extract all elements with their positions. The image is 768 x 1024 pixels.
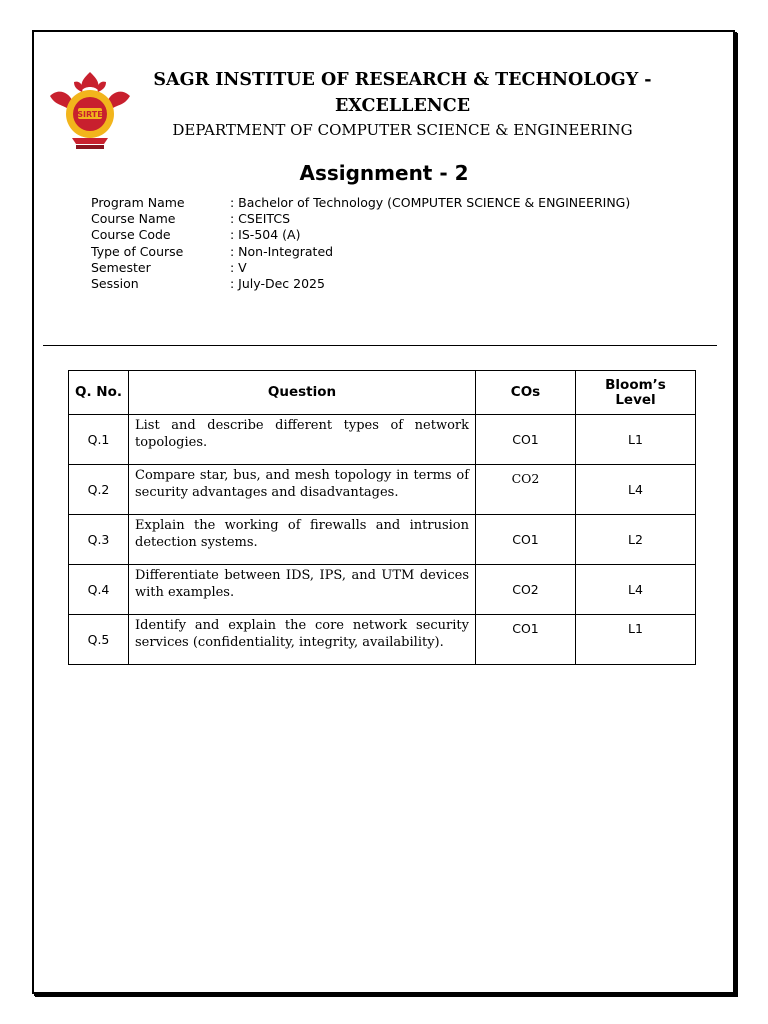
table-row [69,615,696,665]
course-outcome: CO1 [476,515,576,565]
question-number: Q.3 [69,515,129,565]
question-text: List and describe different types of network topologies. [129,415,476,465]
header-cos: COs [476,371,576,415]
question-text: Explain the working of firewalls and intrusion detection systems. [129,515,476,565]
question-text: Differentiate between IDS, IPS, and UTM devices with examples. [129,565,476,615]
course-info [91,195,630,292]
header-question: Question [129,371,476,415]
bloom-level: L1 [576,615,696,665]
info-row-course-type: Type of Course : Non-Integrated [91,243,334,259]
table-header-row [69,371,696,415]
header-bloom-level: Bloom’s Level [576,371,696,415]
department-name: DEPARTMENT OF COMPUTER SCIENCE & ENGINEERING [172,121,633,139]
institute-name: SAGR INSTITUE OF RESEARCH & TECHNOLOGY - EXCELLENCE [153,70,652,116]
info-row-course-code: Course Code : IS-504 (A) [91,227,301,243]
question-number: Q.4 [69,565,129,615]
bloom-level: L4 [576,565,696,615]
assignment-title: Assignment - 2 [299,161,469,185]
question-number: Q.5 [69,615,129,665]
course-outcome: CO1 [476,415,576,465]
info-row-course-name: Course Name : CSEITCS [91,211,290,227]
course-outcome: CO1 [476,615,576,665]
question-number: Q.2 [69,465,129,515]
table-row [69,515,696,565]
bloom-level: L1 [576,415,696,465]
bloom-level: L2 [576,515,696,565]
svg-text:SIRTE: SIRTE [77,110,103,119]
institute-logo-icon [46,70,134,152]
question-number: Q.1 [69,415,129,465]
question-text: Compare star, bus, and mesh topology in terms of security advantages and disadvantages. [129,465,476,515]
table-row [69,465,696,515]
question-text: Identify and explain the core network security services (confidentiality, integrity, availability). [129,615,476,665]
header-qno: Q. No. [69,371,129,415]
bloom-level: L4 [576,465,696,515]
course-outcome: CO2 [476,565,576,615]
info-row-session: Session : July-Dec 2025 [91,276,325,292]
info-row-program: Program Name : Bachelor of Technology (COMPUTER SCIENCE & ENGINEERING) [91,195,631,210]
divider [43,345,717,346]
info-row-semester: Semester : V [91,259,247,275]
course-outcome: CO2 [476,465,576,515]
table-row [69,415,696,465]
table-row [69,565,696,615]
questions-table [68,370,696,665]
